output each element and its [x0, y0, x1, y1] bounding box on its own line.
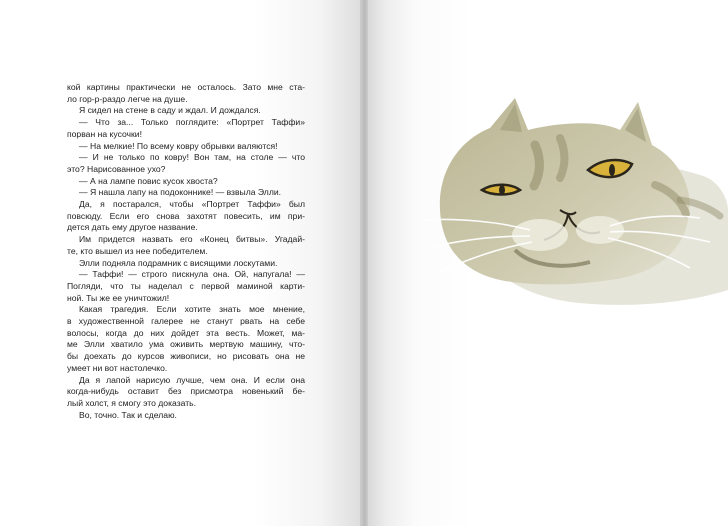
- cat-illustration-icon: [420, 90, 728, 320]
- text-line: Элли подняла подрамник с висящими лоскутами.: [79, 257, 278, 268]
- text-line: это? Нарисованное ухо?: [67, 163, 166, 174]
- text-line: бы доехать до курсов живописи, но рисовать она не: [67, 351, 305, 362]
- text-line: порван на кусочки!: [67, 128, 142, 139]
- text-line: ло гор-р-раздо легче на душе.: [67, 93, 188, 104]
- text-line: — А на лампе повис кусок хвоста?: [79, 175, 218, 186]
- text-line: дется дать ему другое название.: [67, 222, 198, 233]
- text-line: когда-нибудь оставит без присмотра новенький бе-: [67, 386, 305, 397]
- text-line: Во, точно. Так и сделаю.: [79, 409, 177, 420]
- text-line: Я сидел на стене в саду и ждал. И дождался.: [79, 105, 261, 116]
- story-text: [67, 82, 305, 421]
- text-line: повсюду. Если его снова захотят повесить, им при-: [67, 210, 305, 221]
- book-gutter: [360, 0, 368, 526]
- text-line: Погляди, что ты наделал с первой маминой карти-: [67, 280, 305, 291]
- text-line: — Таффи! — строго пискнула она. Ой, напугала! —: [79, 269, 305, 280]
- text-line: — Я нашла лапу на подоконнике! — взвыла Элли.: [79, 187, 282, 198]
- text-line: волосы, когда до них дойдет эта весть. Может, ма-: [67, 327, 305, 338]
- text-line: умеет ни вот настолечко.: [67, 362, 168, 373]
- text-line: ме Элли хватило ума оживить мертвую машину, что-: [67, 339, 305, 350]
- text-line: Им придется назвать его «Конец битвы». Угадай-: [79, 234, 305, 245]
- text-line: Какая трагедия. Если хотите знать мое мнение,: [79, 304, 305, 315]
- text-line: — На мелкие! По всему ковру обрывки валяются!: [79, 140, 278, 151]
- text-line: Да, я постарался, чтобы «Портрет Таффи» был: [79, 199, 305, 210]
- text-line: ной. Ты же ее уничтожил!: [67, 292, 170, 303]
- text-line: Да я лапой нарисую лучше, чем она. И если она: [79, 374, 305, 385]
- text-line: в художественной галерее не станут рвать на себе: [67, 316, 305, 327]
- text-line: — Что за... Только поглядите: «Портрет Таффи»: [79, 117, 305, 128]
- text-line: — И не только по ковру! Вон там, на столе — что: [79, 152, 305, 163]
- text-line: те, кто вышел из нее победителем.: [67, 245, 208, 256]
- text-line: лый холст, я смогу это доказать.: [67, 397, 197, 408]
- text-line: кой картины практически не осталось. Зато мне ста-: [67, 82, 305, 92]
